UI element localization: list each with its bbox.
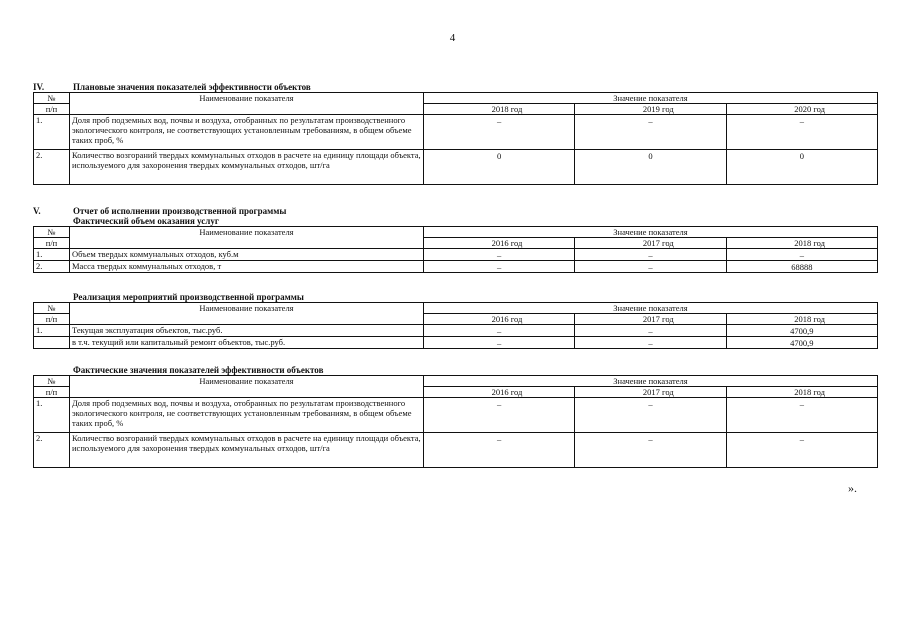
section-iv-title: Плановые значения показателей эффективности объектов <box>73 82 311 92</box>
col-name-header: Наименование показателя <box>70 227 424 249</box>
year-header: 2017 год <box>575 314 726 325</box>
row-value: – <box>575 337 726 349</box>
section-v-title: Отчет об исполнении производственной программы <box>73 206 287 216</box>
program-measures-table <box>33 302 878 349</box>
col-num-header: № <box>34 376 70 387</box>
row-value: 0 <box>424 150 575 185</box>
year-header: 2018 год <box>726 387 877 398</box>
row-value: – <box>575 325 726 337</box>
row-value: – <box>424 325 575 337</box>
row-number: 1. <box>34 115 70 150</box>
row-value: 0 <box>726 150 877 185</box>
year-header: 2019 год <box>575 104 726 115</box>
row-value: – <box>726 249 877 261</box>
row-name: в т.ч. текущий или капитальный ремонт объектов, тыс.руб. <box>70 337 424 349</box>
year-header: 2018 год <box>424 104 575 115</box>
row-value: – <box>424 115 575 150</box>
row-value: – <box>424 249 575 261</box>
year-header: 2018 год <box>726 238 877 249</box>
row-value: 68888 <box>726 261 877 273</box>
year-header: 2018 год <box>726 314 877 325</box>
year-header: 2016 год <box>424 387 575 398</box>
table-row <box>34 433 878 468</box>
row-name: Масса твердых коммунальных отходов, т <box>70 261 424 273</box>
section-iv-roman: IV. <box>33 82 45 92</box>
row-value: 4700,9 <box>726 337 877 349</box>
col-value-header: Значение показателя <box>424 303 878 314</box>
row-value: – <box>575 249 726 261</box>
section-v <box>33 206 878 273</box>
row-name: Объем твердых коммунальных отходов, куб.м <box>70 249 424 261</box>
row-value: – <box>726 398 877 433</box>
row-number: 1. <box>34 249 70 261</box>
row-value: 0 <box>575 150 726 185</box>
row-value: – <box>575 115 726 150</box>
closing-quote-mark: ». <box>848 481 857 495</box>
col-value-header: Значение показателя <box>424 376 878 387</box>
section-v-subtitle: Фактический объем оказания услуг <box>73 216 219 226</box>
row-number: 2. <box>34 261 70 273</box>
table-row <box>34 150 878 185</box>
section-actual <box>33 365 878 468</box>
year-header: 2016 год <box>424 314 575 325</box>
col-num-header: № <box>34 93 70 104</box>
col-num-header: № <box>34 303 70 314</box>
actual-title: Фактические значения показателей эффективности объектов <box>73 365 324 375</box>
section-v-heading <box>33 206 878 216</box>
col-np-header: п/п <box>34 387 70 398</box>
col-value-header: Значение показателя <box>424 93 878 104</box>
year-header: 2017 год <box>575 238 726 249</box>
table-row <box>34 261 878 273</box>
row-value: – <box>424 433 575 468</box>
row-name: Доля проб подземных вод, почвы и воздуха, отобранных по результатам производственного экологического контроля, не соответствующих установленным требованиям, в общем объеме таких проб, % <box>70 398 424 433</box>
planned-indicators-table <box>33 92 878 185</box>
year-header: 2016 год <box>424 238 575 249</box>
row-number: 1. <box>34 325 70 337</box>
col-np-header: п/п <box>34 314 70 325</box>
year-header: 2020 год <box>726 104 877 115</box>
row-number <box>34 337 70 349</box>
page-number: 4 <box>449 32 456 44</box>
row-name: Текущая эксплуатация объектов, тыс.руб. <box>70 325 424 337</box>
year-header: 2017 год <box>575 387 726 398</box>
col-value-header: Значение показателя <box>424 227 878 238</box>
row-value: – <box>424 337 575 349</box>
measures-title: Реализация мероприятий производственной программы <box>73 292 304 302</box>
table-row <box>34 325 878 337</box>
row-value: – <box>575 261 726 273</box>
actual-indicators-table <box>33 375 878 468</box>
table-row <box>34 398 878 433</box>
col-name-header: Наименование показателя <box>70 93 424 115</box>
row-name: Доля проб подземных вод, почвы и воздуха, отобранных по результатам производственного экологического контроля, не соответствующих установленным требованиям, в общем объеме таких проб, % <box>70 115 424 150</box>
row-number: 1. <box>34 398 70 433</box>
table-row <box>34 249 878 261</box>
col-name-header: Наименование показателя <box>70 376 424 398</box>
section-iv-heading <box>33 82 878 92</box>
section-measures <box>33 292 878 349</box>
table-row <box>34 337 878 349</box>
row-value: – <box>726 433 877 468</box>
row-value: – <box>424 261 575 273</box>
row-value: – <box>575 433 726 468</box>
col-np-header: п/п <box>34 238 70 249</box>
row-name: Количество возгораний твердых коммунальных отходов в расчете на единицу площади объекта, используемого для захоронения твердых коммунальных отходов, шт/га <box>70 150 424 185</box>
row-name: Количество возгораний твердых коммунальных отходов в расчете на единицу площади объекта, используемого для захоронения твердых коммунальных отходов, шт/га <box>70 433 424 468</box>
col-np-header: п/п <box>34 104 70 115</box>
row-number: 2. <box>34 433 70 468</box>
row-number: 2. <box>34 150 70 185</box>
service-volume-table <box>33 226 878 273</box>
row-value: – <box>575 398 726 433</box>
table-row <box>34 115 878 150</box>
row-value: – <box>726 115 877 150</box>
row-value: 4700,9 <box>726 325 877 337</box>
section-v-roman: V. <box>33 206 41 216</box>
col-num-header: № <box>34 227 70 238</box>
section-iv <box>33 82 878 185</box>
row-value: – <box>424 398 575 433</box>
col-name-header: Наименование показателя <box>70 303 424 325</box>
